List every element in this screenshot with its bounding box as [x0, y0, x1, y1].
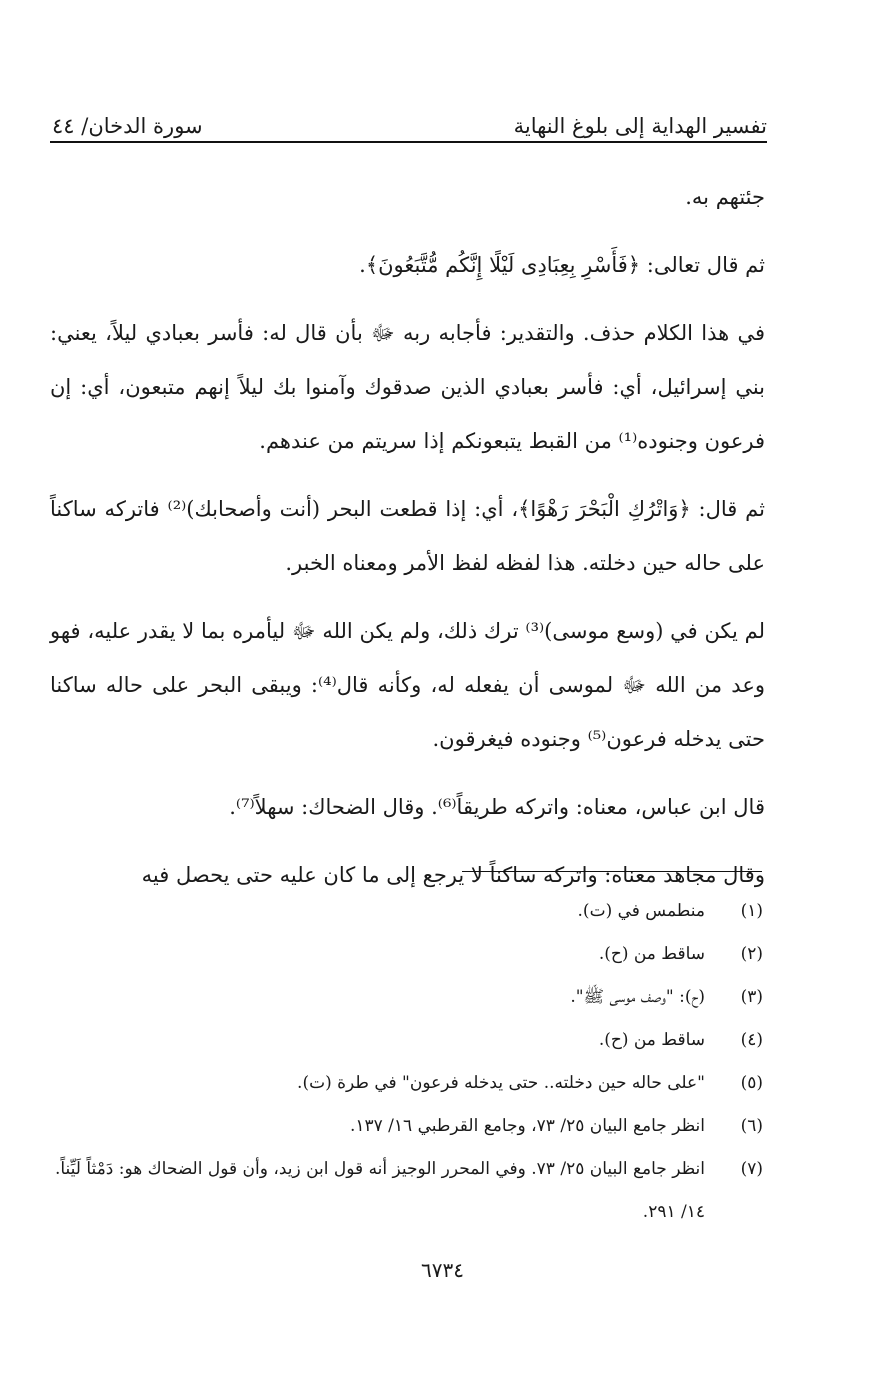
paragraph-4: ثم قال: ﴿وَاتْرُكِ الْبَحْرَ رَهْوًا﴾، أي: إذا قطعت البحر (أنت وأصحابك)⁽²⁾ فاتركه ساكناً على حاله حين دخلته. هذا لفظه لفظ الأمر ومعناه الخبر.	[50, 497, 765, 575]
footnote-number: (٢)	[740, 944, 763, 964]
paragraph-5: لم يكن في (وسع موسى)⁽³⁾ ترك ذلك، ولم يكن الله ﷻ ليأمره بما لا يقدر عليه، فهو وعد من الله ﷻ لموسى أن يفعله له، وكأنه قال⁽⁴⁾: ويبقى البحر على حاله ساكنا حتى يدخله فرعون⁽⁵⁾ وجنوده فيغرقون.	[50, 619, 765, 751]
footnote	[50, 1148, 763, 1234]
footnote-rule	[462, 871, 762, 872]
footnote	[50, 1062, 763, 1105]
footnote	[50, 1105, 763, 1148]
main-text	[50, 170, 765, 916]
running-header	[52, 98, 767, 138]
footnote-number: (٥)	[740, 1073, 763, 1093]
footnote	[50, 890, 763, 933]
book-title: تفسير الهداية إلى بلوغ النهاية	[513, 114, 767, 138]
footnote	[50, 933, 763, 976]
footnote	[50, 1019, 763, 1062]
paragraph-3: في هذا الكلام حذف. والتقدير: فأجابه ربه ﷻ بأن قال له: فأسر بعبادي ليلاً، يعني: بني إسرائيل، أي: فأسر بعبادي الذين صدقوك وآمنوا بك ليلاً إنهم متبعون، أي: إن فرعون وجنوده⁽¹⁾ من القبط يتبعونكم إذا سريتم من عندهم.	[50, 321, 765, 453]
footnote-number: (٧)	[740, 1159, 763, 1179]
footnotes	[50, 890, 763, 1234]
footnote-text: (ح): "وصف موسى ﷺ".	[570, 987, 705, 1007]
paragraph-7: وقال مجاهد معناه: واتركه ساكناً لا يرجع إلى ما كان عليه حتى يحصل فيه	[141, 863, 765, 887]
surah-and-page: سورة الدخان/ ٤٤	[52, 114, 203, 138]
footnote-number: (١)	[740, 901, 763, 921]
footnote	[50, 976, 763, 1019]
footnote-text: ساقط من (ح).	[598, 944, 705, 964]
footnote-text: انظر جامع البيان ٢٥/ ٧٣. وفي المحرر الوجيز أنه قول ابن زيد، وأن قول الضحاك هو: دَمْثاً لَيِّناً. ١٤/ ٢٩١.	[54, 1159, 705, 1222]
footnote-number: (٣)	[740, 987, 763, 1007]
footnote-text: ساقط من (ح).	[598, 1030, 705, 1050]
footnote-number: (٦)	[740, 1116, 763, 1136]
paragraph-1: جئتهم به.	[685, 185, 765, 209]
footnote-text: انظر جامع البيان ٢٥/ ٧٣، وجامع القرطبي ١٦/ ١٣٧.	[349, 1116, 705, 1136]
paragraph-6: قال ابن عباس، معناه: واتركه طريقاً⁽⁶⁾. وقال الضحاك: سهلاً⁽⁷⁾.	[229, 795, 765, 819]
page-number: ٦٧٣٤	[421, 1258, 464, 1282]
header-rule	[50, 141, 767, 143]
footnote-text: "على حاله حين دخلته.. حتى يدخله فرعون" في طرة (ت).	[297, 1073, 705, 1093]
paragraph-2: ثم قال تعالى: ﴿فَأَسْرِ بِعِبَادِى لَيْلًا إِنَّكُم مُّتَّبَعُونَ﴾.	[359, 253, 765, 277]
footnote-text: منطمس في (ت).	[577, 901, 705, 921]
footnote-number: (٤)	[740, 1030, 763, 1050]
